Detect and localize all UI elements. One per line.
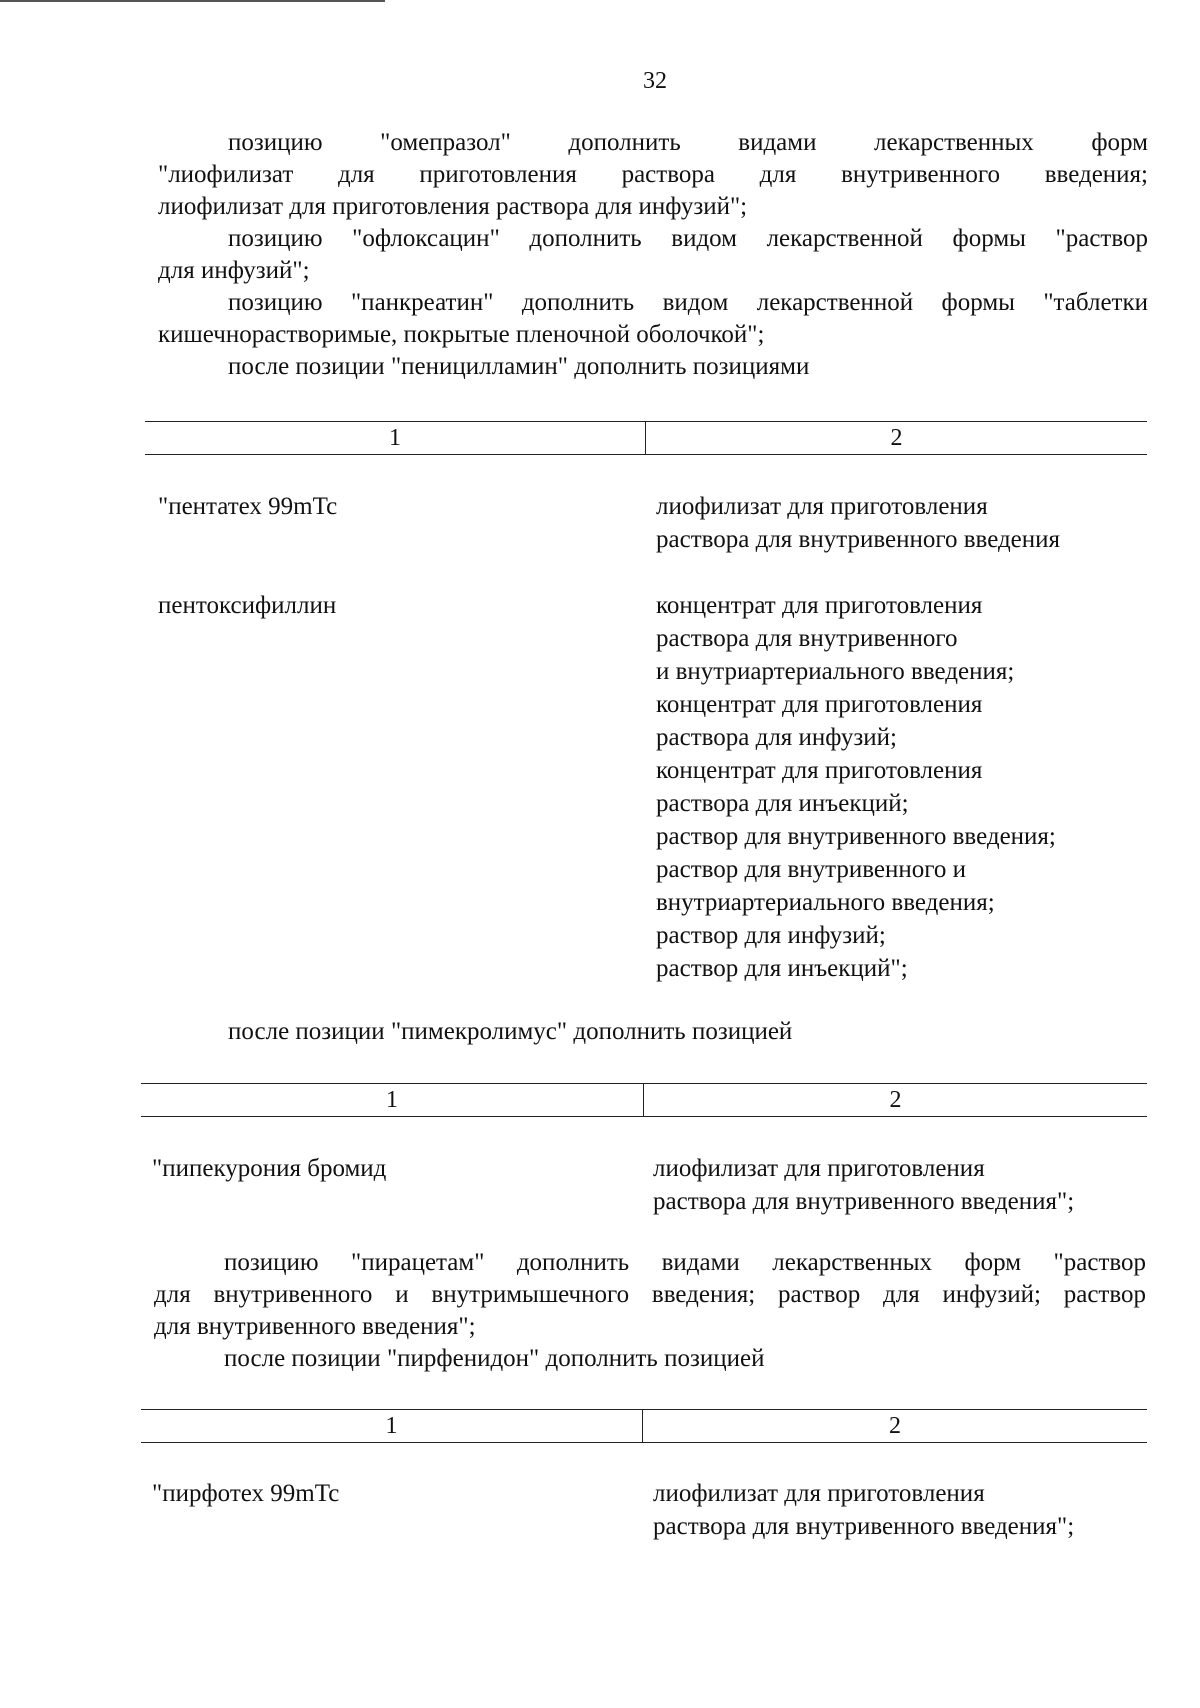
- dosage-forms: [656, 490, 1060, 556]
- dosage-form: концентрат для приготовления: [656, 757, 983, 784]
- dosage-form: раствор для инфузий;: [656, 922, 886, 949]
- text-line: для внутривенного введения";: [154, 1313, 476, 1340]
- table-header: [141, 1409, 1147, 1443]
- text-line: после позиции "пеницилламин" дополнить позициями: [228, 353, 810, 380]
- paragraph-piracetam: [154, 1247, 1146, 1343]
- text-line: позицию "омепразол" дополнить видами лекарственных форм: [228, 129, 1148, 156]
- dosage-form: концентрат для приготовления: [656, 691, 983, 718]
- text-line: для инфузий";: [158, 257, 310, 284]
- text-line: кишечнорастворимые, покрытые пленочной оболочкой";: [158, 321, 765, 348]
- dosage-form: и внутриартериального введения;: [656, 658, 1015, 685]
- paragraph-ofloksacin: [158, 223, 1148, 287]
- scan-edge-line: [0, 0, 385, 2]
- paragraph-omeprazol: [158, 127, 1148, 223]
- page-number: 32: [643, 68, 667, 94]
- dosage-form: раствора для внутривенного введения: [656, 526, 1061, 553]
- dosage-form: раствор для инъекций";: [656, 955, 908, 982]
- dosage-form: раствор для внутривенного и: [656, 856, 967, 883]
- table-header-col-2: 2: [889, 1413, 901, 1439]
- text-line: позицию "панкреатин" дополнить видом лекарственной формы "таблетки: [228, 289, 1148, 316]
- table-header-col-1: 1: [141, 1084, 644, 1116]
- paragraph-pankreatin: [158, 287, 1148, 351]
- dosage-form: раствора для внутривенного: [656, 625, 958, 652]
- text-line: "лиофилизат для приготовления раствора для внутривенного введения;: [158, 161, 1148, 188]
- drug-name: "пипекурония бромид: [152, 1155, 387, 1182]
- dosage-form: раствора для инфузий;: [656, 724, 897, 751]
- dosage-form: лиофилизат для приготовления: [653, 1480, 985, 1507]
- table-header-col-1: 1: [141, 1410, 643, 1442]
- text-line: после позиции "пимекролимус" дополнить позицией: [228, 1018, 793, 1045]
- table-header-col-1: 1: [145, 422, 646, 454]
- dosage-form: раствора для внутривенного введения";: [653, 1188, 1075, 1215]
- drug-name: пентоксифиллин: [158, 592, 337, 619]
- dosage-form: лиофилизат для приготовления: [653, 1155, 985, 1182]
- table-header: [141, 1083, 1147, 1117]
- drug-name: "пирфотех 99mTc: [152, 1480, 340, 1507]
- table-header-col-2: 2: [890, 425, 903, 451]
- dosage-form: раствор для внутривенного введения;: [656, 823, 1056, 850]
- table-header-col-2: 2: [889, 1087, 902, 1113]
- dosage-form: концентрат для приготовления: [656, 592, 983, 619]
- drug-name: "пентатех 99mTc: [158, 493, 338, 520]
- paragraph-pimekrolimus: [158, 1016, 1148, 1048]
- text-line: позицию "офлоксацин" дополнить видом лекарственной формы "раствор: [228, 225, 1148, 252]
- paragraph-pirfenidon: [154, 1343, 1146, 1375]
- dosage-form: внутриартериального введения;: [656, 889, 995, 916]
- text-line: после позиции "пирфенидон" дополнить позицией: [224, 1345, 765, 1372]
- dosage-forms: [653, 1477, 1074, 1543]
- dosage-forms: [653, 1152, 1074, 1218]
- dosage-form: лиофилизат для приготовления: [656, 493, 988, 520]
- dosage-forms: [656, 589, 1056, 985]
- paragraph-penicillamin: [158, 351, 1148, 383]
- text-line: позицию "пирацетам" дополнить видами лекарственных форм "раствор: [224, 1249, 1146, 1276]
- table-header: [145, 421, 1147, 455]
- dosage-form: раствора для внутривенного введения";: [653, 1513, 1075, 1540]
- text-line: для внутривенного и внутримышечного введения; раствор для инфузий; раствор: [154, 1281, 1146, 1308]
- dosage-form: раствора для инъекций;: [656, 790, 909, 817]
- text-line: лиофилизат для приготовления раствора для инфузий";: [158, 193, 748, 220]
